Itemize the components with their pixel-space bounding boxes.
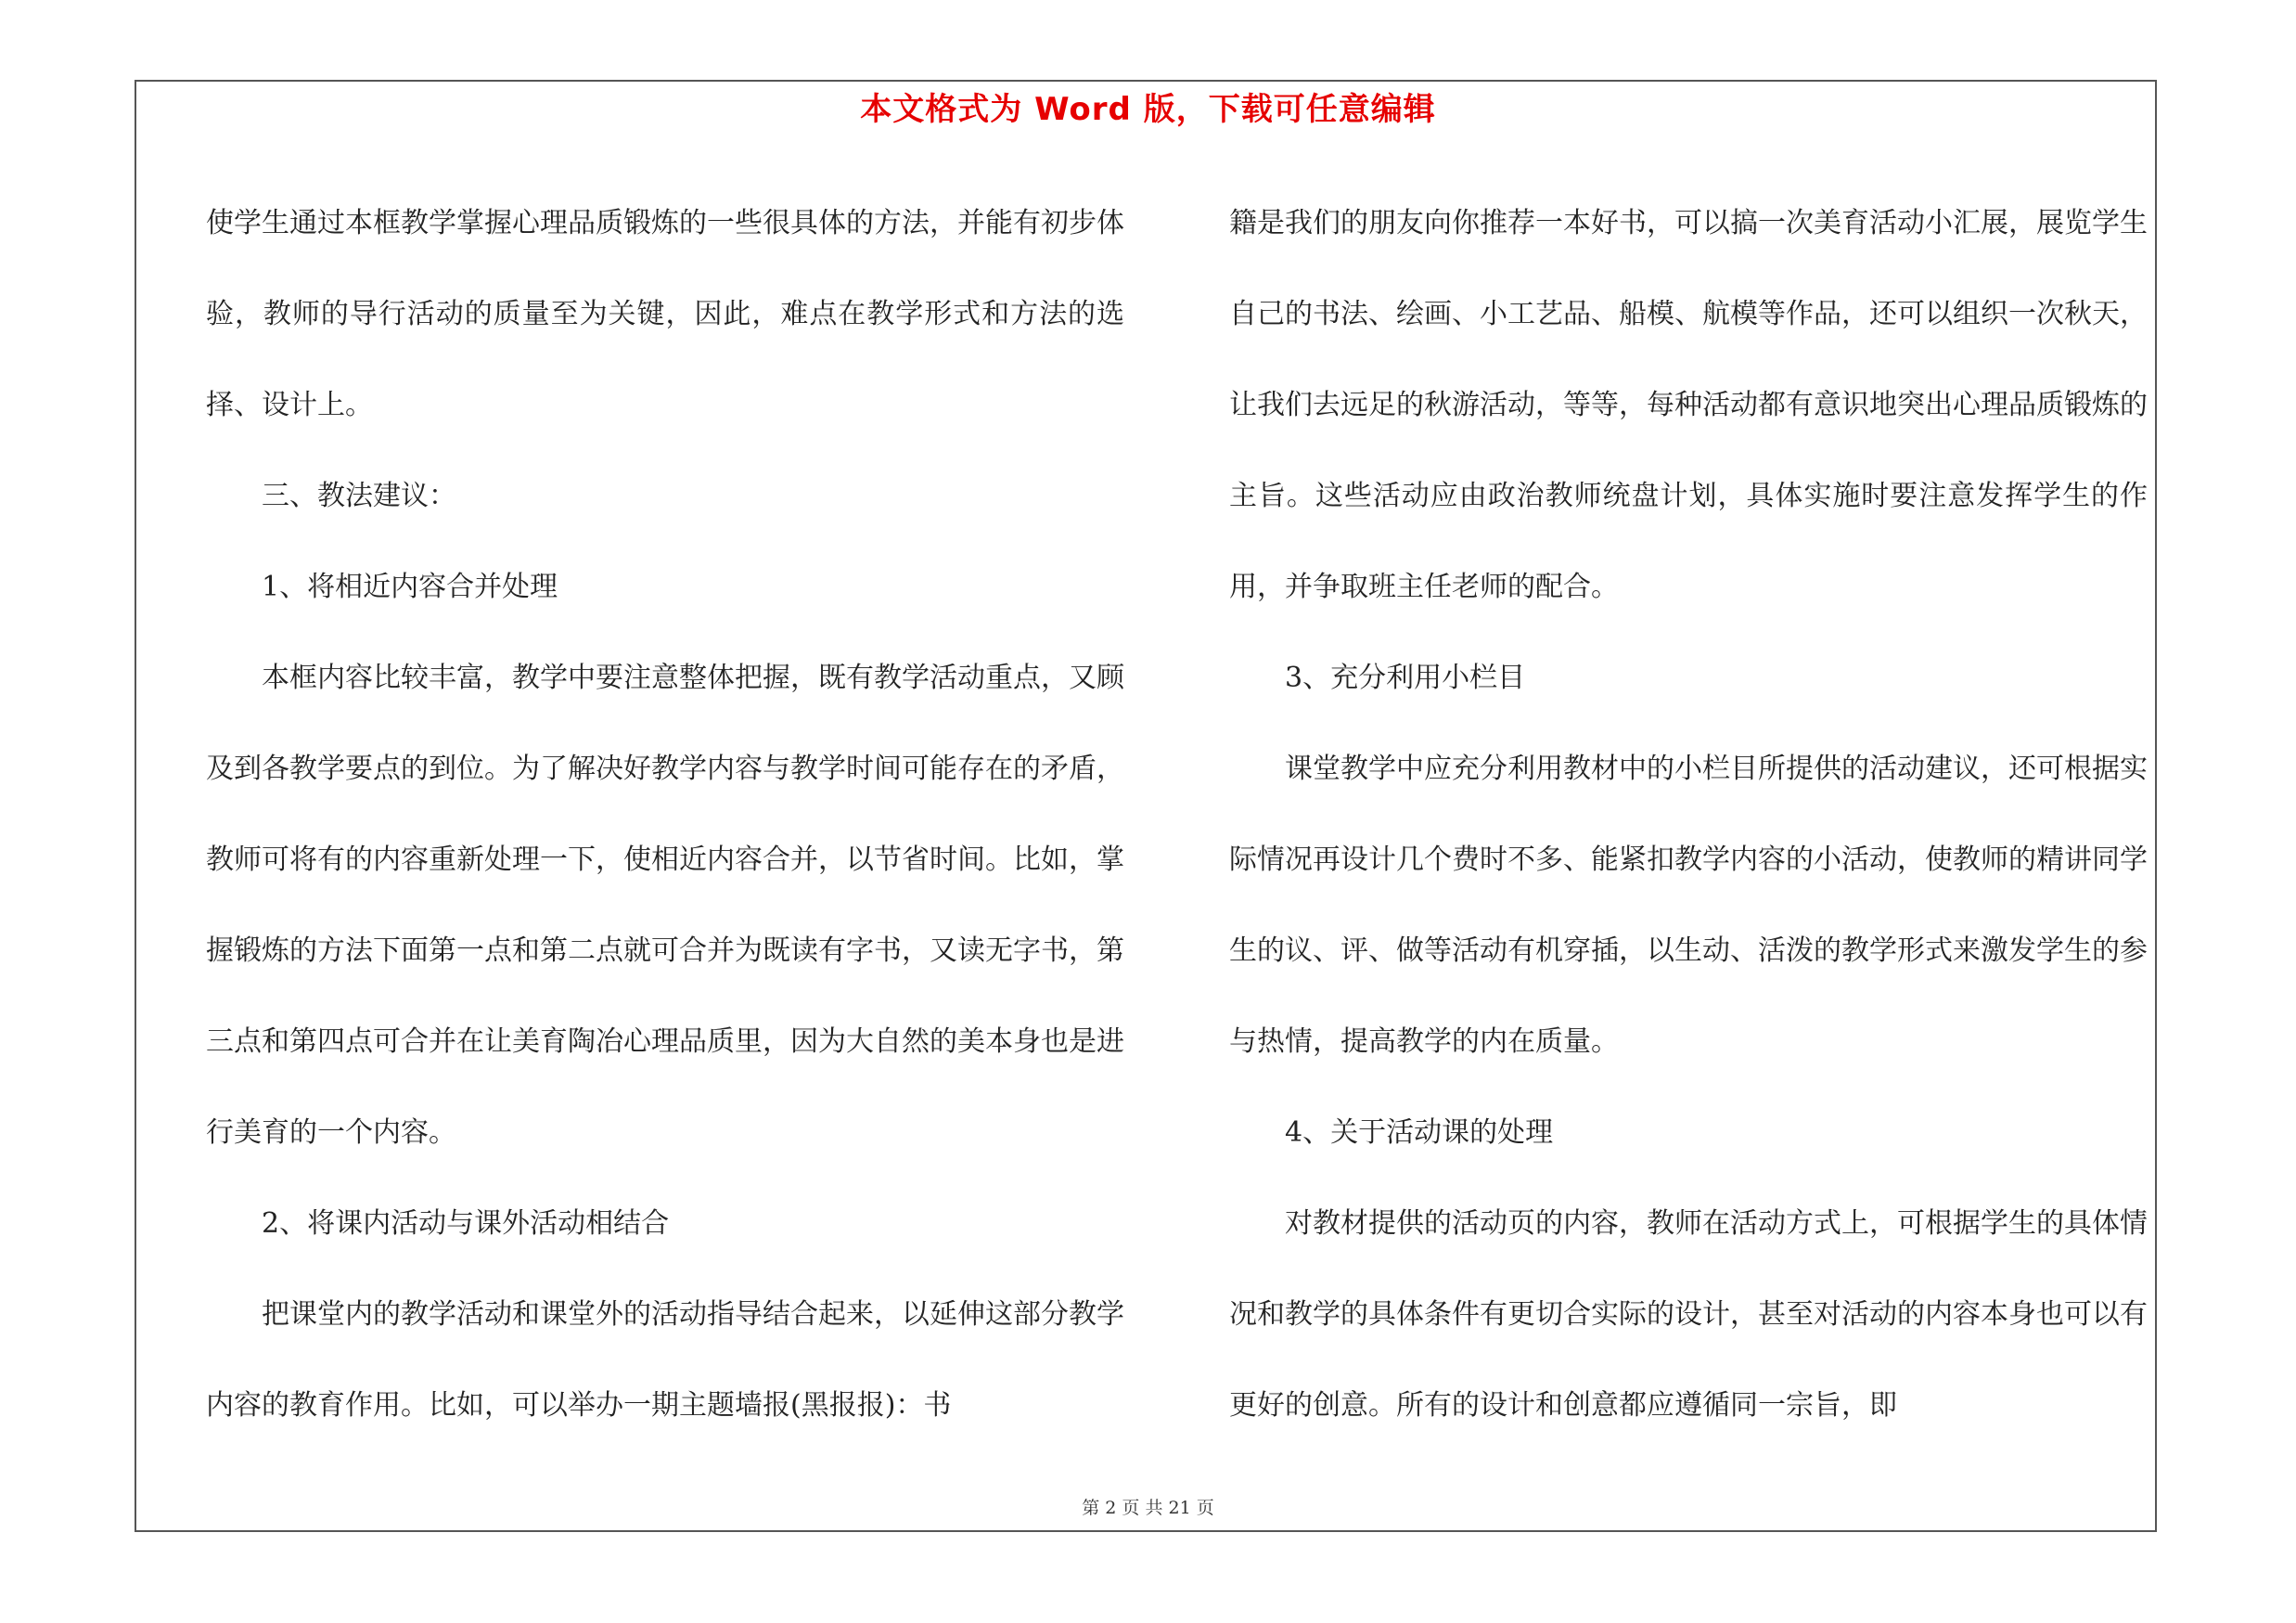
paragraph: 使学生通过本框教学掌握心理品质锻炼的一些很具体的方法，并能有初步体验，教师的导行活动的质量至为关键，因此，难点在教学形式和方法的选择、设计上。 xyxy=(206,207,1124,421)
page-number: 第 2 页 共 21 页 xyxy=(1082,1498,1214,1518)
paragraph: 籍是我们的朋友向你推荐一本好书，可以搞一次美育活动小汇展，展览学生自己的书法、绘画、小工艺品、船模、航模等作品，还可以组织一次秋天，让我们去远足的秋游活动，等等，每种活动都有意识地突出心理品质锻炼的主旨。这些活动应由政治教师统盘计划，具体实施时要注意发挥学生的作用，并争取班主任老师的配合。 xyxy=(1229,207,2148,603)
format-banner: 本文格式为 Word 版，下载可任意编辑 xyxy=(860,91,1436,128)
subsection-heading: 3、充分利用小栏目 xyxy=(1285,662,1526,694)
section-heading: 三、教法建议： xyxy=(262,480,456,512)
paragraph: 课堂教学中应充分利用教材中的小栏目所提供的活动建议，还可根据实际情况再设计几个费时不多、能紧扣教学内容的小活动，使教师的精讲同学生的议、评、做等活动有机穿插，以生动、活泼的教学形式来激发学生的参与热情，提高教学的内在质量。 xyxy=(1229,753,2148,1058)
paragraph: 对教材提供的活动页的内容，教师在活动方式上，可根据学生的具体情况和教学的具体条件有更切合实际的设计，甚至对活动的内容本身也可以有更好的创意。所有的设计和创意都应遵循同一宗旨，即 xyxy=(1229,1207,2148,1422)
subsection-heading: 1、将相近内容合并处理 xyxy=(262,571,558,603)
paragraph: 把课堂内的教学活动和课堂外的活动指导结合起来，以延伸这部分教学内容的教育作用。比如，可以举办一期主题墙报(黑报报)：书 xyxy=(206,1298,1124,1422)
paragraph: 本框内容比较丰富，教学中要注意整体把握，既有教学活动重点，又顾及到各教学要点的到位。为了解决好教学内容与教学时间可能存在的矛盾，教师可将有的内容重新处理一下，使相近内容合并，以节省时间。比如，掌握锻炼的方法下面第一点和第二点就可合并为既读有字书，又读无字书，第三点和第四点可合并在让美育陶冶心理品质里，因为大自然的美本身也是进行美育的一个内容。 xyxy=(206,662,1124,1149)
right-column xyxy=(1229,178,2148,1451)
left-column xyxy=(206,178,1124,1451)
subsection-heading: 2、将课内活动与课外活动相结合 xyxy=(262,1207,670,1240)
subsection-heading: 4、关于活动课的处理 xyxy=(1285,1116,1554,1149)
